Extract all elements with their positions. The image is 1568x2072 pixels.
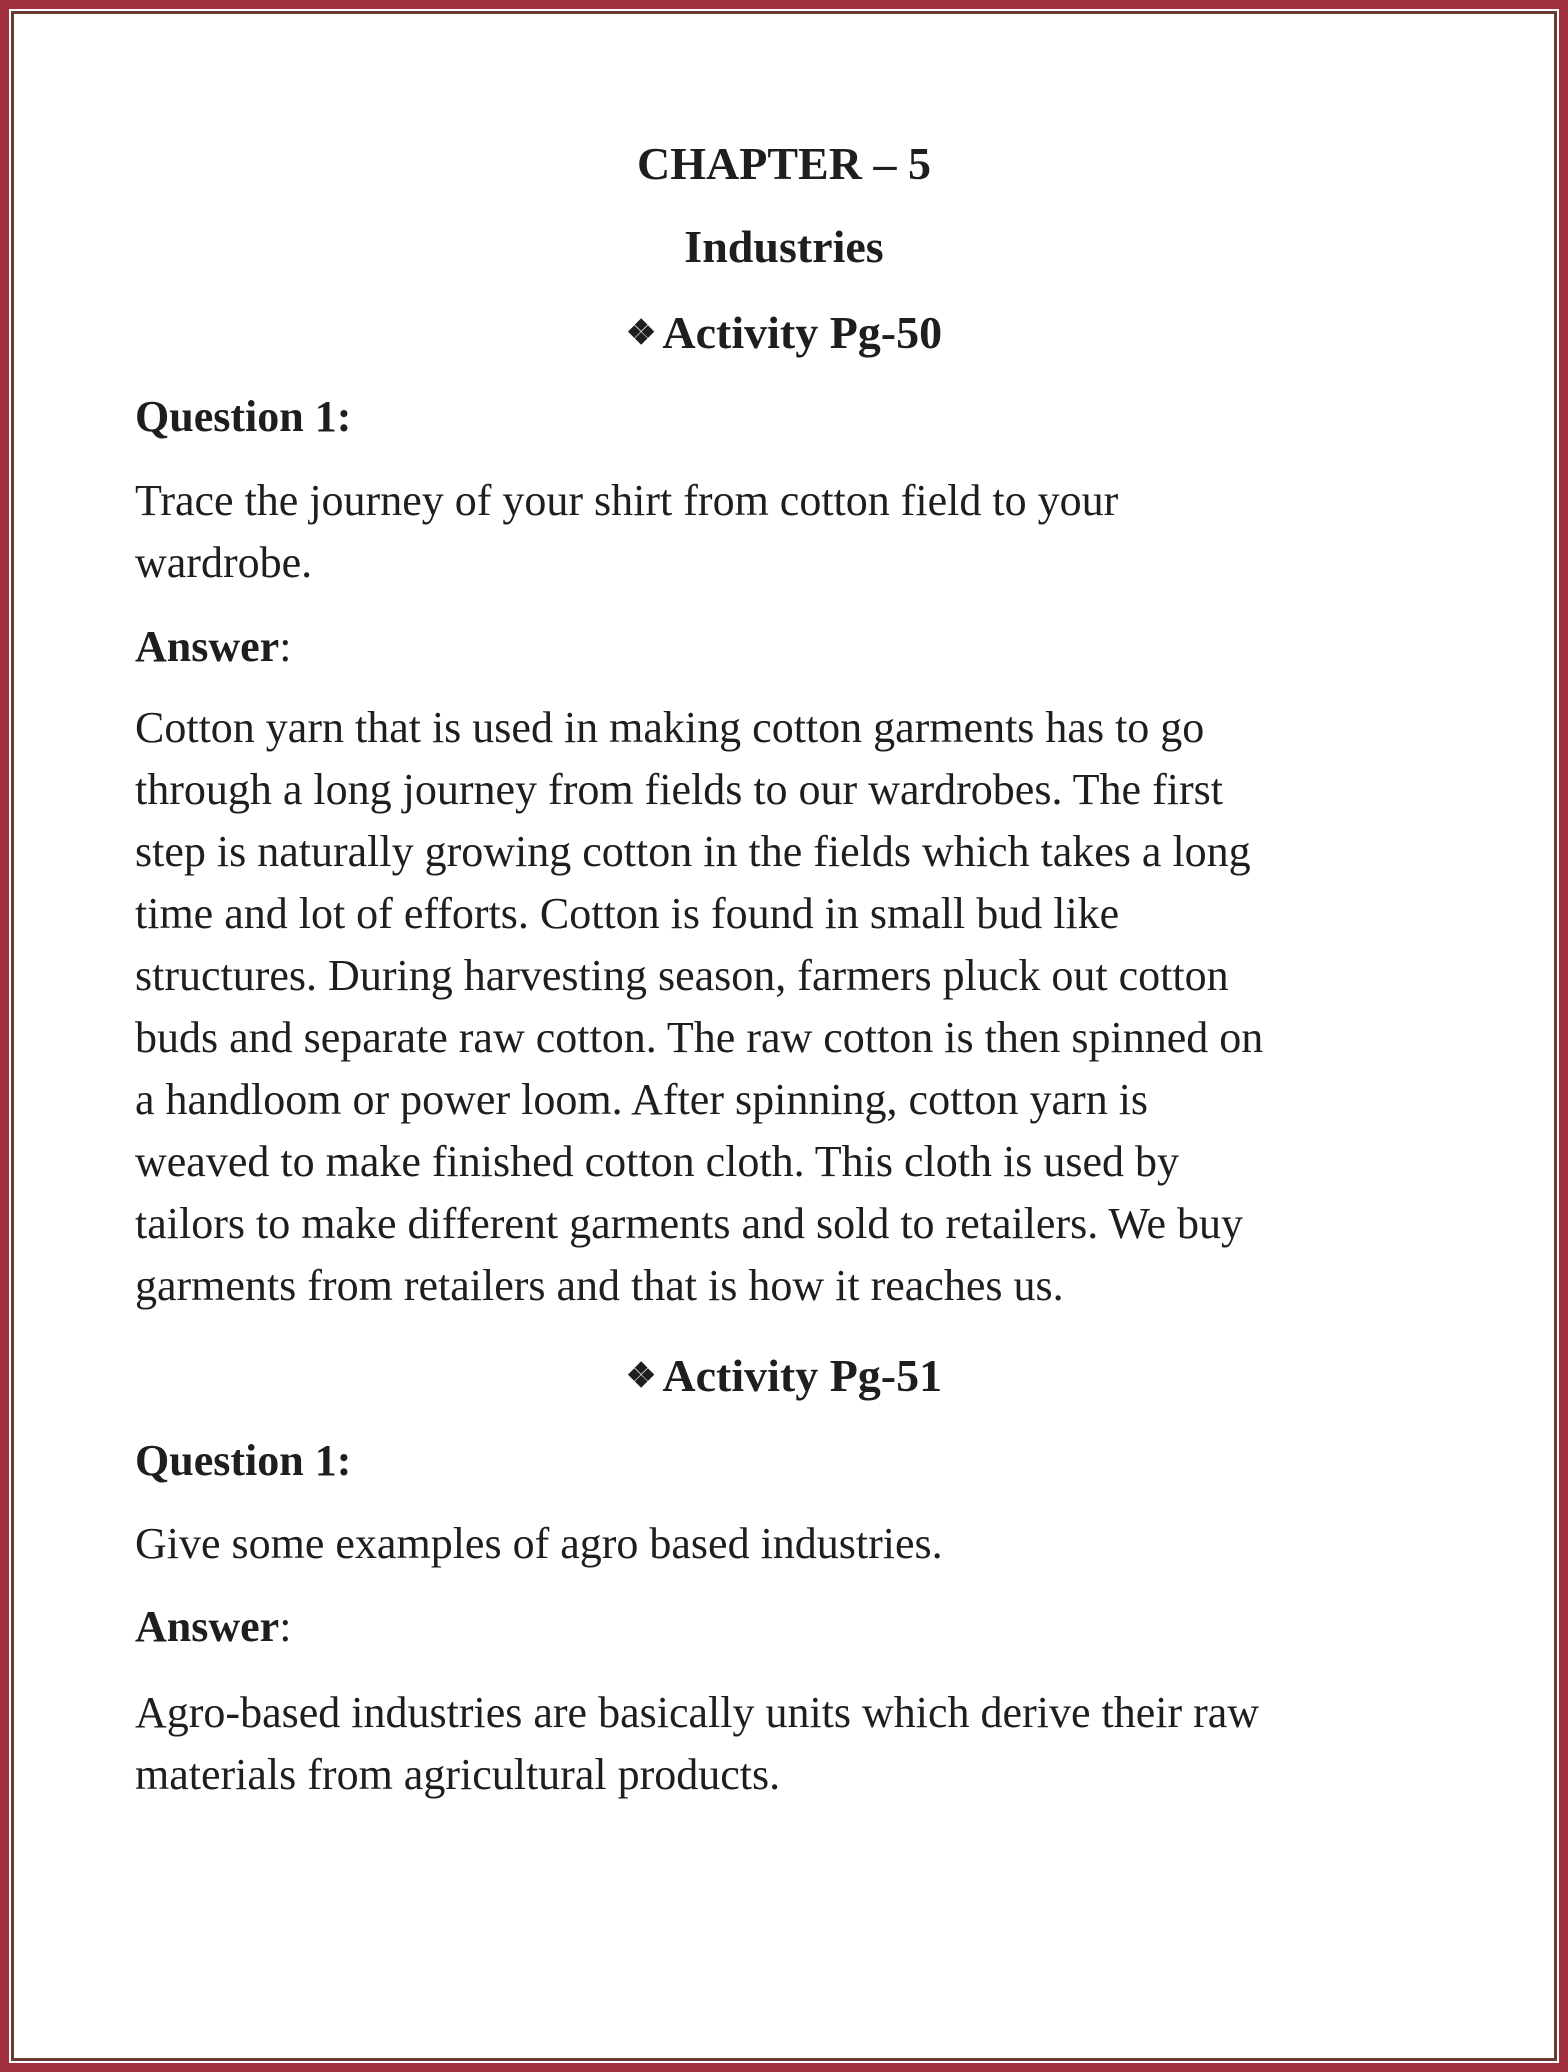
question-line: Give some examples of agro based industries. [135,1519,943,1568]
answer-line: through a long journey from fields to our wardrobes. The first [135,765,1223,814]
chapter-heading: CHAPTER – 5 [637,138,931,189]
answer-line: time and lot of efforts. Cotton is found in small bud like [135,889,1120,938]
activity-label: Activity Pg-50 [662,307,943,358]
diamond-cluster-icon: ❖ [625,1358,657,1395]
activity-heading-2 [0,1345,1568,1408]
answer-line: Agro-based industries are basically units which derive their raw [135,1688,1260,1737]
answer-line: weaved to make finished cotton cloth. This cloth is used by [135,1137,1179,1186]
chapter-title: Industries [684,221,884,272]
answer-text-1 [135,697,1465,1317]
question-text-1 [135,470,1465,594]
answer-line: garments from retailers and that is how it reaches us. [135,1261,1064,1310]
answer-line: tailors to make different garments and sold to retailers. We buy [135,1199,1243,1248]
question-label-1: Question 1: [135,392,352,441]
answer-line: materials from agricultural products. [135,1750,781,1799]
answer-text-2 [135,1682,1465,1806]
answer-colon: : [279,622,292,671]
answer-colon: : [279,1602,292,1651]
question-line: wardrobe. [135,538,313,587]
question-label-2: Question 1: [135,1436,352,1485]
question-text-2 [135,1513,1465,1575]
answer-line: structures. During harvesting season, farmers pluck out cotton [135,951,1229,1000]
answer-label: Answer [135,622,280,671]
question-line: Trace the journey of your shirt from cotton field to your [135,476,1119,525]
answer-line: a handloom or power loom. After spinning, cotton yarn is [135,1075,1149,1124]
answer-label: Answer [135,1602,280,1651]
answer-line: buds and separate raw cotton. The raw cotton is then spinned on [135,1013,1264,1062]
activity-heading-1 [0,302,1568,365]
answer-line: step is naturally growing cotton in the fields which takes a long [135,827,1251,876]
diamond-cluster-icon: ❖ [625,315,657,352]
answer-line: Cotton yarn that is used in making cotton garments has to go [135,703,1205,752]
answer-label-2 [135,1596,1465,1658]
answer-label-1 [135,616,1465,678]
activity-label: Activity Pg-51 [662,1350,943,1401]
